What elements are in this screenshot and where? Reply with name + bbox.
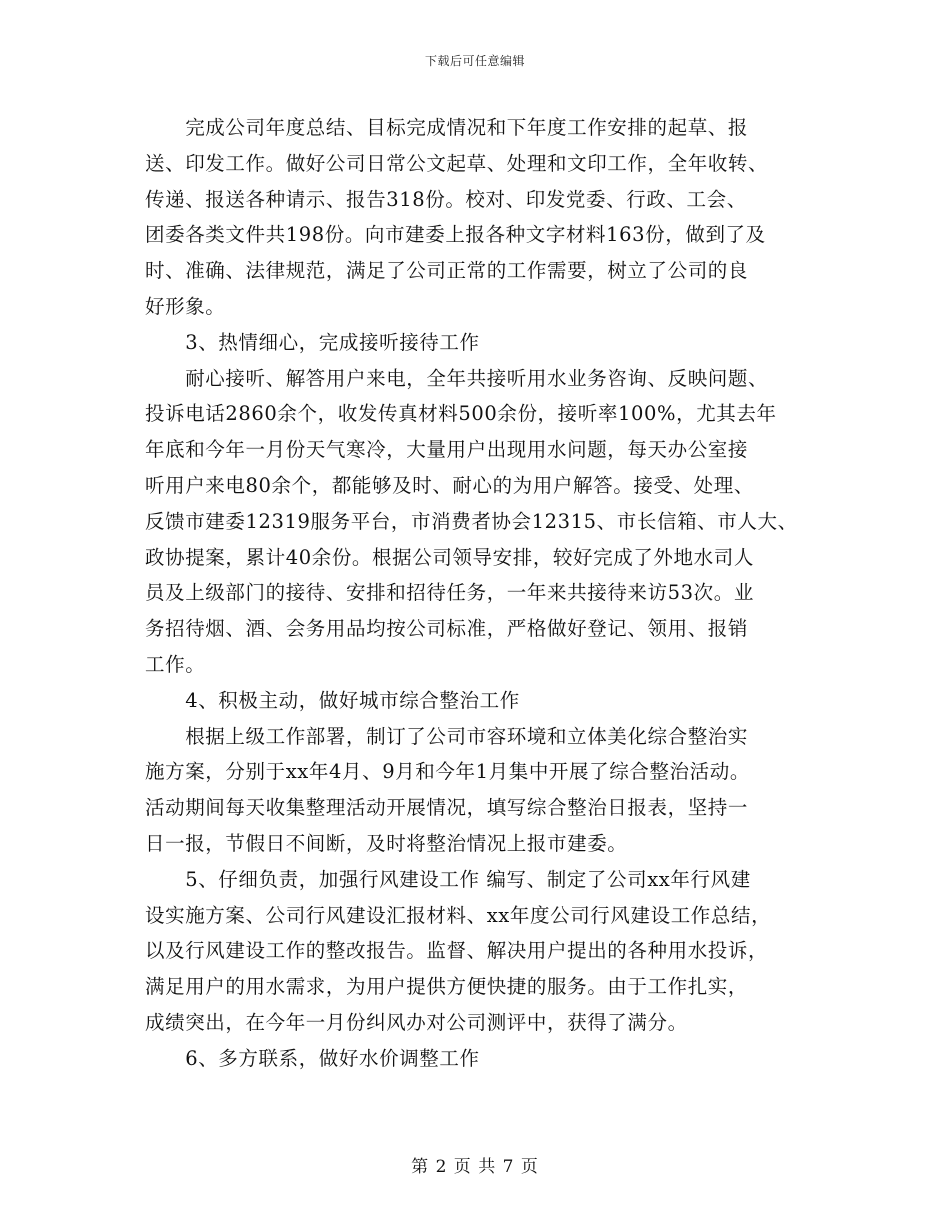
body-line: 传递、报送各种请示、报告318份。校对、印发党委、行政、工会、 (145, 187, 747, 211)
body-line: 好形象。 (145, 294, 226, 318)
body-line: 时、准确、法律规范，满足了公司正常的工作需要，树立了公司的良 (145, 259, 749, 283)
section-heading: 4、积极主动，做好城市综合整治工作 (145, 688, 520, 712)
body-line: 活动期间每天收集整理活动开展情况，填写综合整治日报表，坚持一 (145, 796, 749, 820)
page-footer: 第 2 页 共 7 页 (411, 1157, 539, 1177)
body-line: 设实施方案、公司行风建设汇报材料、xx年度公司行风建设工作总结， (145, 903, 772, 927)
body-line: 送、印发工作。做好公司日常公文起草、处理和文印工作，全年收转、 (145, 151, 769, 175)
body-line: 成绩突出，在今年一月份纠风办对公司测评中，获得了满分。 (145, 1010, 688, 1034)
body-line: 政协提案，累计40余份。根据公司领导安排，较好完成了外地水司人 (145, 545, 754, 569)
body-line: 年底和今年一月份天气寒冷，大量用户出现用水问题，每天办公室接 (145, 438, 749, 462)
page-header: 下载后可任意编辑 (424, 54, 525, 68)
document-body (145, 110, 815, 1077)
body-line: 团委各类文件共198份。向市建委上报各种文字材料163份，做到了及 (145, 223, 766, 247)
section-heading: 5、仔细负责，加强行风建设工作 编写、制定了公司xx年行风建 (145, 867, 751, 891)
section-heading: 6、多方联系，做好水价调整工作 (145, 1046, 480, 1070)
body-line: 日一报，节假日不间断，及时将整治情况上报市建委。 (145, 831, 628, 855)
body-line: 施方案，分别于xx年4月、9月和今年1月集中开展了综合整治活动。 (145, 760, 750, 784)
body-line: 根据上级工作部署，制订了公司市容环境和立体美化综合整治实 (145, 724, 749, 748)
body-line: 投诉电话2860余个，收发传真材料500余份，接听率100%，尤其去年 (145, 402, 777, 426)
section-heading: 3、热情细心，完成接听接待工作 (145, 330, 480, 354)
body-line: 工作。 (145, 652, 206, 676)
body-line: 员及上级部门的接待、安排和招待任务，一年来共接待来访53次。业 (145, 581, 754, 605)
body-line: 务招待烟、酒、会务用品均按公司标准，严格做好登记、领用、报销 (145, 617, 749, 641)
body-line: 耐心接听、解答用户来电，全年共接听用水业务咨询、反映问题、 (145, 366, 769, 390)
body-line: 完成公司年度总结、目标完成情况和下年度工作安排的起草、报 (145, 116, 749, 139)
body-line: 满足用户的用水需求，为用户提供方便快捷的服务。由于工作扎实， (145, 975, 749, 999)
body-line: 反馈市建委12319服务平台，市消费者协会12315、市长信箱、市人大、 (145, 509, 798, 533)
body-line: 听用户来电80余个，都能够及时、耐心的为用户解答。接受、处理、 (145, 473, 754, 497)
body-line: 以及行风建设工作的整改报告。监督、解决用户提出的各种用水投诉， (145, 939, 769, 963)
